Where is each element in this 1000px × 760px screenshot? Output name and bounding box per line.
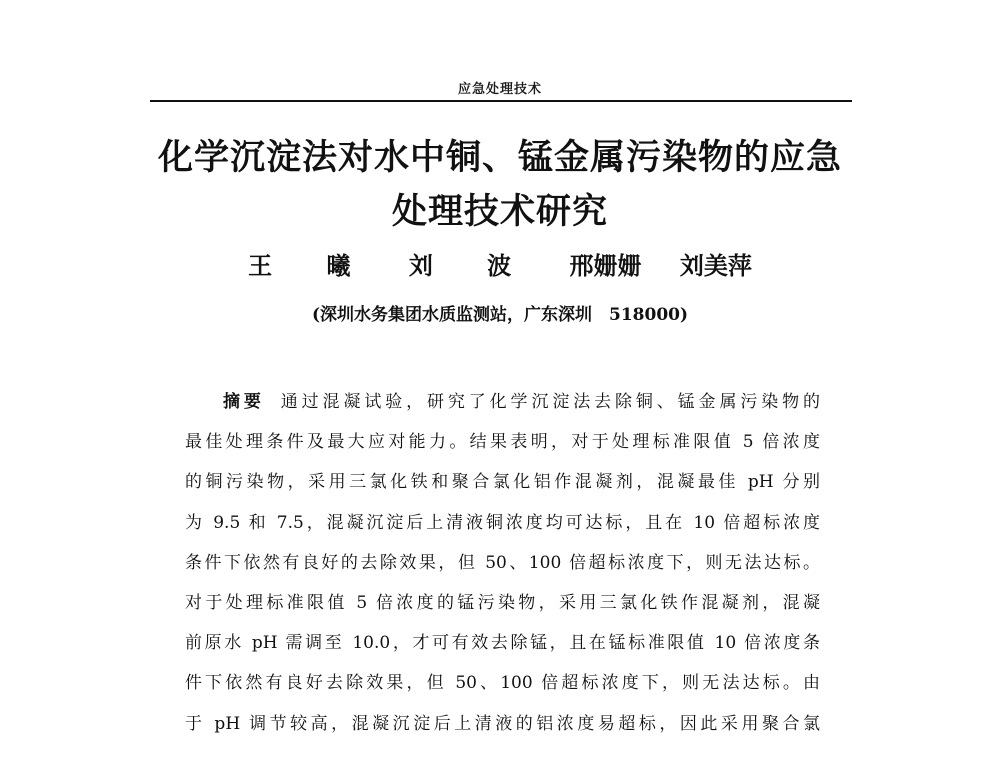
paper-title-line-2: 处理技术研究 [391,191,608,232]
abstract-line [185,382,820,422]
abstract-line: 件下依然有良好去除效果，但 50、100 倍超标浓度下，则无法达标。由 [185,673,820,694]
author-name: 刘美萍 [679,251,752,280]
author-name: 邢姗姗 [569,251,642,280]
abstract [185,382,820,744]
abstract-line: 最佳处理条件及最大应对能力。结果表明，对于处理标准限值 5 倍浓度 [185,432,820,453]
author-name: 刘 波 [408,251,532,280]
running-header: 应急处理技术 [457,82,542,97]
paper-title-line-1: 化学沉淀法对水中铜、锰金属污染物的应急 [157,137,842,178]
affiliation: (深圳水务集团水质监测站，广东深圳 518000) [311,305,689,325]
abstract-line: 前原水 pH 需调至 10.0，才可有效去除锰，且在锰标准限值 10 倍浓度条 [185,633,820,654]
abstract-line: 条件下依然有良好的去除效果，但 50、100 倍超标浓度下，则无法达标。 [185,552,820,573]
abstract-label: 摘要 [223,392,265,412]
author-name: 王 曦 [248,251,371,280]
abstract-text: 通过混凝试验，研究了化学沉淀法去除铜、锰金属污染物的 [280,392,820,412]
abstract-line: 的铜污染物，采用三氯化铁和聚合氯化铝作混凝剂，混凝最佳 pH 分别 [185,472,820,493]
header-rule [150,100,852,102]
abstract-line: 对于处理标准限值 5 倍浓度的锰污染物，采用三氯化铁作混凝剂，混凝 [185,592,820,613]
abstract-line: 于 pH 调节较高，混凝沉淀后上清液的铝浓度易超标，因此采用聚合氯 [185,713,820,734]
author-list [100,250,900,282]
abstract-line: 为 9.5 和 7.5，混凝沉淀后上清液铜浓度均可达标，且在 10 倍超标浓度 [185,512,820,533]
